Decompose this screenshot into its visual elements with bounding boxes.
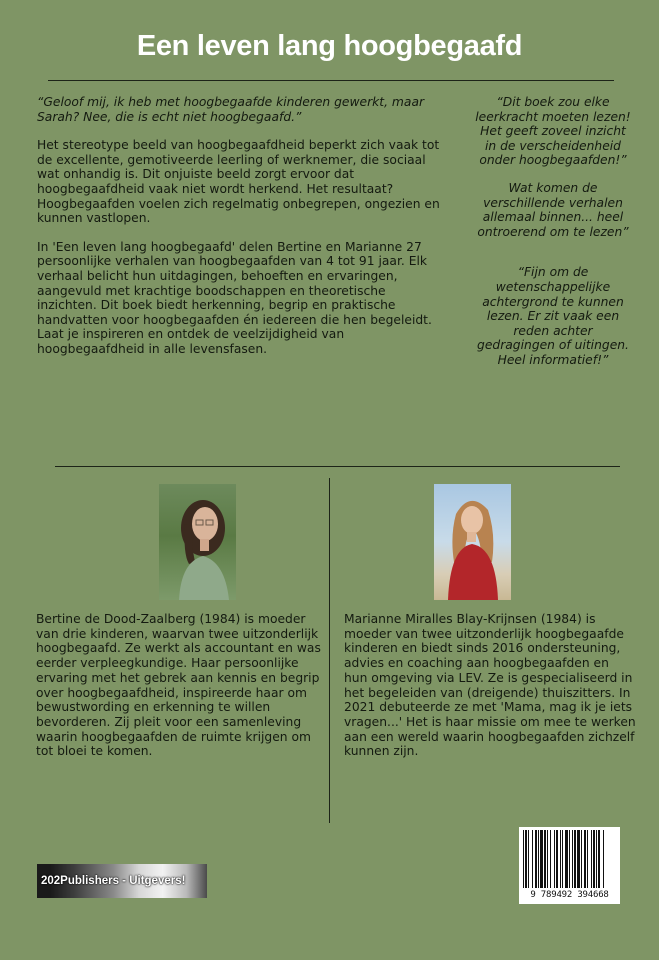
barcode-bars — [523, 830, 616, 888]
blurb — [37, 95, 447, 371]
divider-middle — [55, 466, 620, 467]
book-title: Een leven lang hoogbegaafd — [136, 30, 523, 62]
opening-quote: “Geloof mij, ik heb met hoogbegaafde kinderen gewerkt, maar Sarah? Nee, die is echt niet hoogbegaafd.” — [37, 95, 425, 124]
publisher-logo — [37, 864, 207, 898]
review-2: Wat komen de verschillende verhalen allemaal binnen... heel ontroerend om te lezen” — [477, 180, 629, 239]
blurb-paragraph-1: Het stereotype beeld van hoogbegaafdheid beperkt zich vaak tot de excellente, gemotiveerde leerling of werknemer, die sociaal wat onhandig is. Dit onjuiste beeld zorgt ervoor dat hoogbegaafdheid vaak niet wordt herkend. Het resultaat? Hoogbegaafden voelen zich regelmatig onbegrepen, ongezien en kunnen vastlopen. — [37, 138, 440, 226]
publisher-name: 202Publishers - Uitgevers! — [41, 875, 186, 887]
isbn-number: 9 789492 394668 — [530, 890, 609, 900]
author-photo-bertine — [159, 484, 236, 600]
divider-top — [48, 80, 614, 81]
review-3: “Fijn om de wetenschappelijke achtergrond te kunnen lezen. Er zit vaak een reden achter gedragingen of uitingen. Heel informatief!” — [477, 265, 629, 367]
author-column-divider — [329, 478, 330, 823]
blurb-paragraph-2: In 'Een leven lang hoogbegaafd' delen Bertine en Marianne 27 persoonlijke verhalen van hoogbegaafden van 4 tot 91 jaar. Elk verhaal belicht hun uitdagingen, behoeften en ervaringen, aangevuld met krachtige boodschappen en theoretische inzichten. Dit boek biedt herkenning, begrip en praktische handvatten voor hoogbegaafden én iedereen die hen begeleidt. Laat je inspireren en ontdek de veelzijdigheid van hoogbegaafdheid in alle levensfasen. — [37, 239, 432, 356]
reader-reviews — [473, 95, 633, 381]
author-bio-marianne: Marianne Miralles Blay-Krijnsen (1984) is moeder van twee uitzonderlijk hoogbegaafde kinderen en biedt sinds 2016 ondersteuning, advies en coaching aan hoogbegaafden en hun omgeving via LEV. Ze is gespecialiseerd in het begeleiden van (dreigende) thuiszitters. In 2021 debuteerde ze met 'Mama, mag ik je iets vragen...' Het is haar missie om mee te werken aan een wereld waarin hoogbegaafden zichzelf kunnen zijn. — [344, 612, 636, 759]
review-1: “Dit boek zou elke leerkracht moeten lezen! Het geeft zoveel inzicht in de verscheidenheid onder hoogbegaafden!” — [475, 95, 631, 168]
author-photo-marianne — [434, 484, 511, 600]
isbn-barcode — [519, 827, 620, 904]
author-bio-bertine: Bertine de Dood-Zaalberg (1984) is moeder van drie kinderen, waarvan twee uitzonderlijk hoogbegaafd. Ze werkt als accountant en was eerder verpleegkundige. Haar persoonlijke ervaring met het gebrek aan kennis en begrip over hoogbegaafdheid, inspireerde haar om bewustwording en erkenning te willen bevorderen. Zij pleit voor een samenleving waarin hoogbegaafden de ruimte krijgen om tot bloei te komen. — [36, 612, 321, 759]
